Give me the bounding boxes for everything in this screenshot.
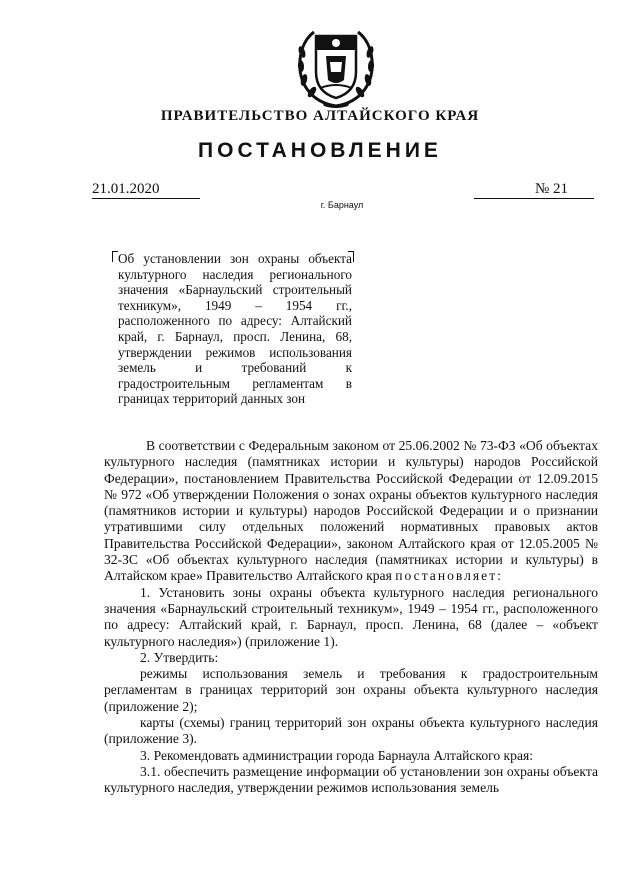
item-3-1: 3.1. обеспечить размещение информации об установлении зон охраны объекта культурного наследия, утверждении режимов использования земель xyxy=(104,763,598,796)
document-type: ПОСТАНОВЛЕНИЕ xyxy=(198,139,442,162)
city: г. Барнаул xyxy=(320,200,364,210)
document-subject: Об установлении зон охраны объекта культурного наследия регионального значения «Барнаульский строительный техникум», 1949 – 1954 гг., расположенного по адресу: Алтайский край, г. Барнаул, просп. Ленина, 68, утверждении режимов использования земель и требований к градостроительным регламентам в границах территорий данных зон xyxy=(118,251,352,407)
preamble-paragraph xyxy=(104,438,598,585)
document-number-value: № 21 xyxy=(534,181,568,197)
decides-word: постановляет: xyxy=(395,568,503,584)
item-1: 1. Установить зоны охраны объекта культурного наследия регионального значения «Барнаульский строительный техникум», 1949 – 1954 гг., расположенного по адресу: Алтайский край, г. Барнаул, просп. Ленина, 68 (далее – «объект культурного наследия») (приложение 1). xyxy=(104,584,598,649)
government-name: ПРАВИТЕЛЬСТВО АЛТАЙСКОГО КРАЯ xyxy=(160,108,480,124)
document-number xyxy=(474,180,594,199)
document-body xyxy=(104,438,598,797)
coat-of-arms-icon xyxy=(292,22,380,110)
item-3: 3. Рекомендовать администрации города Барнаула Алтайского края: xyxy=(140,747,534,763)
preamble-text: В соответствии с Федеральным законом от 25.06.2002 № 73-ФЗ «Об объектах культурного наследия (памятниках истории и культуры) народов Российской Федерации», постановлением Правительства Российской Федерации от 12.09.2015 № 972 «Об утверждении Положения о зонах охраны объектов культурного наследия (памятников истории и культуры) народов Российской Федерации и о признании утратившими силу отдельных положений нормативных правовых актов Правительства Российской Федерации», законом Алтайского края от 12.05.2005 № 32-ЗС «Об объектах культурного наследия (памятниках истории и культуры) в Алтайском крае» Правительство Алтайского края xyxy=(104,438,598,584)
item-2-subitem-b: карты (схемы) границ территорий зон охраны объекта культурного наследия (приложение 3). xyxy=(104,715,598,747)
item-2-subitem-a: режимы использования земель и требования к градостроительным регламентам в границах территорий зон охраны объекта культурного наследия (приложение 2); xyxy=(104,666,598,714)
item-2: 2. Утвердить: xyxy=(140,649,219,665)
document-date: 21.01.2020 xyxy=(92,180,200,199)
